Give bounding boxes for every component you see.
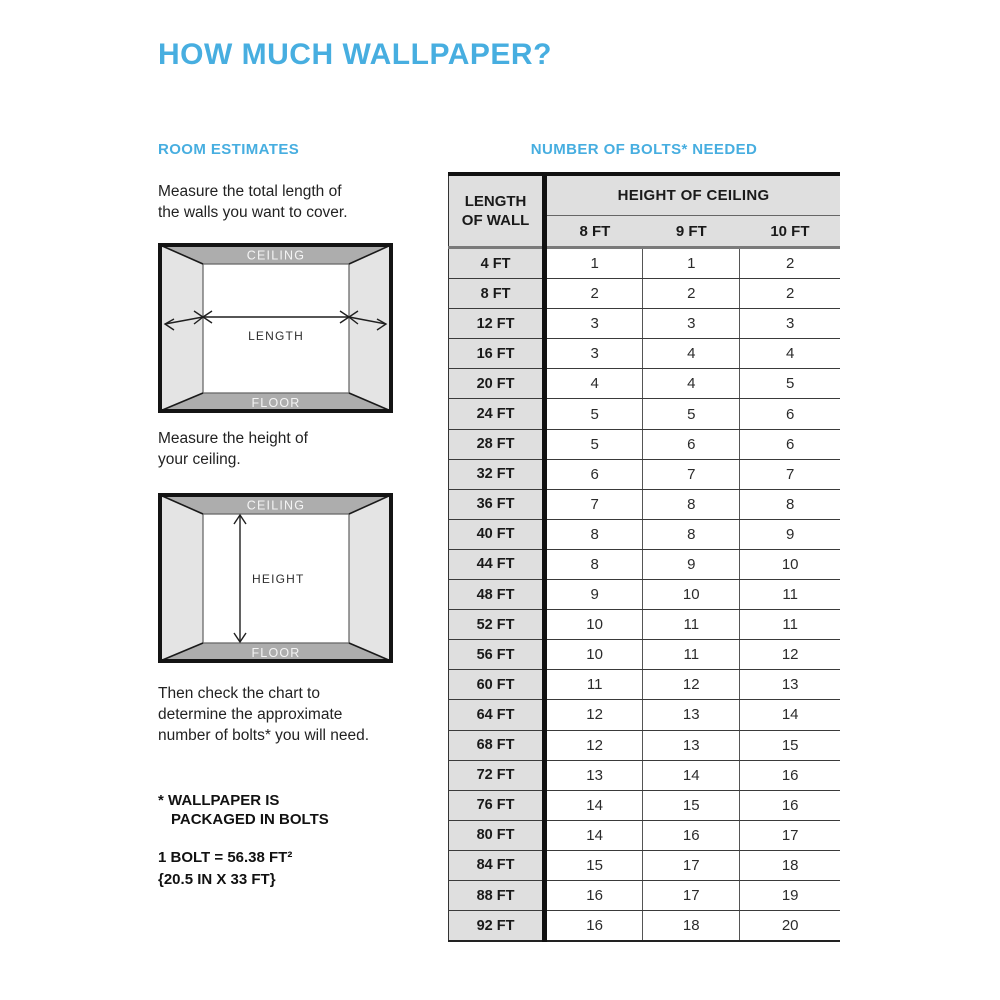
chart-instruction-line2: determine the approximate [158,706,343,723]
table-row [449,549,841,579]
bolt-count-cell: 10 [740,549,840,579]
wall-length-cell: 84 FT [449,850,545,880]
room-height-diagram [158,493,393,663]
bolt-count-cell: 13 [643,730,740,760]
header-row-group [449,174,841,216]
bolt-count-cell: 5 [740,369,840,399]
ceiling-label: CEILING [246,248,306,263]
bolts-table-body [449,248,841,942]
bolt-count-cell: 2 [740,248,840,279]
bolts-footnote-line1: * WALLPAPER IS [158,792,280,809]
bolt-count-cell: 13 [740,670,840,700]
wall-length-cell: 28 FT [449,429,545,459]
bolt-count-cell: 7 [643,459,740,489]
bolt-count-cell: 10 [643,580,740,610]
bolt-count-cell: 16 [740,790,840,820]
bolts-needed-heading: NUMBER OF BOLTS* NEEDED [530,141,758,158]
table-row [449,580,841,610]
bolt-count-cell: 16 [545,880,643,910]
wall-length-cell: 40 FT [449,519,545,549]
height-label: HEIGHT [252,572,305,586]
table-row [449,309,841,339]
bolt-count-cell: 14 [643,760,740,790]
table-row [449,610,841,640]
bolt-count-cell: 2 [545,279,643,309]
chart-instruction [158,683,369,746]
bolt-count-cell: 4 [740,339,840,369]
wall-length-cell: 32 FT [449,459,545,489]
length-instruction-line2: the walls you want to cover. [158,204,348,221]
bolt-count-cell: 8 [740,489,840,519]
length-instruction [158,181,348,223]
table-row [449,369,841,399]
wall-length-cell: 68 FT [449,730,545,760]
bolt-count-cell: 5 [643,399,740,429]
bolt-count-cell: 8 [545,519,643,549]
bolt-count-cell: 3 [545,339,643,369]
bolts-footnote [158,792,329,829]
bolt-count-cell: 1 [643,248,740,279]
bolt-count-cell: 14 [740,700,840,730]
wall-length-cell: 44 FT [449,549,545,579]
table-row [449,850,841,880]
wall-length-cell: 72 FT [449,760,545,790]
bolt-count-cell: 16 [740,760,840,790]
table-row [449,459,841,489]
left-wall [160,495,203,661]
floor-label: FLOOR [251,396,301,410]
bolt-count-cell: 6 [740,399,840,429]
bolt-count-cell: 12 [545,700,643,730]
bolt-count-cell: 9 [740,519,840,549]
wall-length-cell: 36 FT [449,489,545,519]
bolt-count-cell: 17 [643,880,740,910]
bolt-count-cell: 4 [643,339,740,369]
table-row [449,248,841,279]
bolt-count-cell: 3 [545,309,643,339]
length-instruction-line1: Measure the total length of [158,183,342,200]
wall-length-cell: 52 FT [449,610,545,640]
bolt-count-cell: 4 [545,369,643,399]
bolt-count-cell: 15 [545,850,643,880]
bolt-count-cell: 4 [643,369,740,399]
bolt-count-cell: 18 [740,850,840,880]
table-row [449,760,841,790]
bolt-count-cell: 5 [545,399,643,429]
height-instruction-line2: your ceiling. [158,451,241,468]
chart-instruction-line1: Then check the chart to [158,685,320,702]
bolt-count-cell: 17 [740,820,840,850]
bolt-count-cell: 13 [545,760,643,790]
wall-length-cell: 92 FT [449,911,545,942]
ceiling-8ft-header: 8 FT [545,216,643,248]
bolt-count-cell: 11 [740,580,840,610]
table-row [449,279,841,309]
bolt-count-cell: 7 [740,459,840,489]
length-label: LENGTH [248,329,304,343]
bolt-count-cell: 6 [545,459,643,489]
wall-length-cell: 48 FT [449,580,545,610]
table-row [449,700,841,730]
bolt-size-line2: {20.5 IN X 33 FT} [158,870,276,888]
bolt-count-cell: 6 [643,429,740,459]
wall-length-cell: 76 FT [449,790,545,820]
bolt-count-cell: 13 [643,700,740,730]
bolt-count-cell: 10 [545,610,643,640]
table-row [449,880,841,910]
bolt-count-cell: 2 [643,279,740,309]
bolt-count-cell: 8 [545,549,643,579]
table-row [449,730,841,760]
bolt-count-cell: 12 [545,730,643,760]
bolt-count-cell: 20 [740,911,840,942]
bolt-count-cell: 2 [740,279,840,309]
wall-length-cell: 64 FT [449,700,545,730]
table-row [449,489,841,519]
left-wall [160,245,203,411]
bolt-count-cell: 17 [643,850,740,880]
table-row [449,820,841,850]
bolt-count-cell: 12 [643,670,740,700]
table-row [449,399,841,429]
table-row [449,339,841,369]
bolt-count-cell: 11 [643,640,740,670]
bolt-count-cell: 14 [545,790,643,820]
table-row [449,790,841,820]
bolt-count-cell: 5 [545,429,643,459]
room-estimates-heading: ROOM ESTIMATES [158,141,300,158]
ceiling-10ft-header: 10 FT [740,216,840,248]
table-row [449,911,841,942]
bolt-count-cell: 14 [545,820,643,850]
wall-length-cell: 88 FT [449,880,545,910]
page-title: HOW MUCH WALLPAPER? [158,38,552,71]
height-instruction [158,428,308,470]
bolt-count-cell: 8 [643,519,740,549]
wall-length-cell: 8 FT [449,279,545,309]
bolt-count-cell: 3 [643,309,740,339]
table-row [449,670,841,700]
bolt-count-cell: 10 [545,640,643,670]
bolt-count-cell: 12 [740,640,840,670]
bolt-count-cell: 8 [643,489,740,519]
wall-length-cell: 16 FT [449,339,545,369]
bolt-count-cell: 11 [740,610,840,640]
wall-length-cell: 60 FT [449,670,545,700]
bolt-size-line1: 1 BOLT = 56.38 FT² [158,849,293,866]
bolt-count-cell: 7 [545,489,643,519]
chart-instruction-line3: number of bolts* you will need. [158,727,370,744]
wall-length-cell: 12 FT [449,309,545,339]
wall-length-cell: 24 FT [449,399,545,429]
wall-length-cell: 4 FT [449,248,545,279]
bolts-table-container [448,172,840,942]
bolt-count-cell: 18 [643,911,740,942]
ceiling-9ft-header: 9 FT [643,216,740,248]
wall-length-cell: 80 FT [449,820,545,850]
table-row [449,429,841,459]
right-wall [349,245,391,411]
bolt-count-cell: 1 [545,248,643,279]
bolt-count-cell: 11 [545,670,643,700]
bolt-count-cell: 15 [740,730,840,760]
bolt-size-note [158,847,292,890]
bolt-count-cell: 19 [740,880,840,910]
bolt-count-cell: 3 [740,309,840,339]
height-instruction-line1: Measure the height of [158,430,308,447]
length-of-wall-header-line1: LENGTH [464,193,527,210]
bolts-table [448,172,840,942]
table-row [449,640,841,670]
bolt-count-cell: 6 [740,429,840,459]
bolt-count-cell: 9 [545,580,643,610]
table-row [449,519,841,549]
floor-label: FLOOR [251,646,301,660]
bolt-count-cell: 16 [643,820,740,850]
ceiling-label: CEILING [246,498,306,513]
bolt-count-cell: 16 [545,911,643,942]
wall-length-cell: 20 FT [449,369,545,399]
right-wall [349,495,391,661]
bolt-count-cell: 11 [643,610,740,640]
length-of-wall-header-line2: OF WALL [461,212,530,229]
wall-length-cell: 56 FT [449,640,545,670]
bolts-footnote-line2: PACKAGED IN BOLTS [171,810,329,828]
height-of-ceiling-header: HEIGHT OF CEILING [545,174,840,216]
bolt-count-cell: 15 [643,790,740,820]
bolt-count-cell: 9 [643,549,740,579]
length-of-wall-header [449,174,545,248]
room-length-diagram [158,243,393,413]
